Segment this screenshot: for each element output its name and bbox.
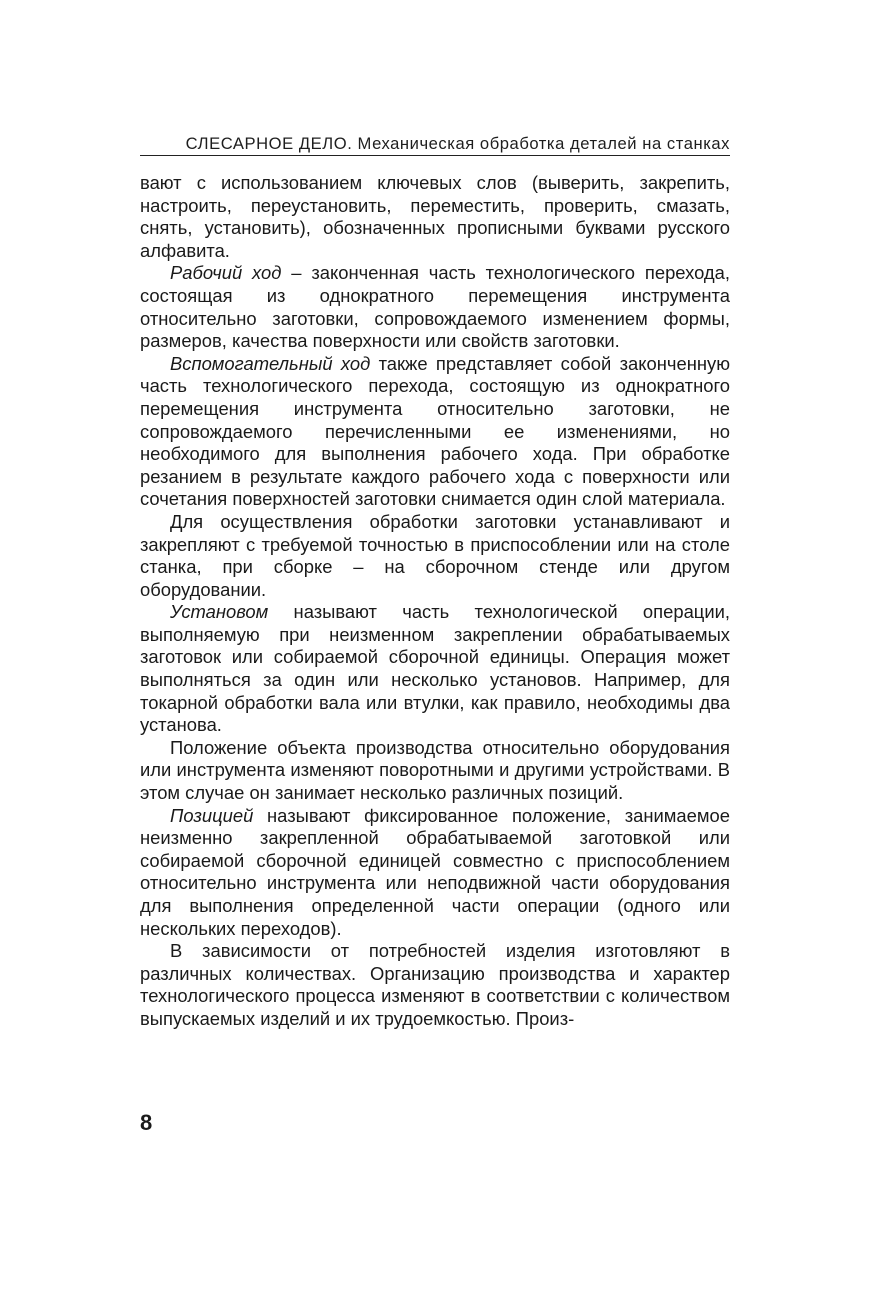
term-position: Позицией — [170, 804, 254, 826]
term-auxiliary-stroke: Вспомогательный ход — [170, 352, 371, 374]
page-number: 8 — [140, 1110, 153, 1135]
paragraph-auxiliary-stroke — [140, 353, 730, 511]
paragraph-continuation — [140, 172, 730, 262]
running-header: СЛЕСАРНОЕ ДЕЛО. Механическая обработка деталей на станках — [185, 134, 730, 153]
header-rule — [140, 155, 730, 156]
paragraph-text: вают с использованием ключевых слов (выверить, закрепить, настроить, переустановить, переместить, проверить, смазать, снять, установить), обозначенных прописными буквами русского алфавита. — [140, 172, 730, 261]
paragraph-text: также представляет собой законченную часть технологического перехода, состоящую из однократного перемещения инструмента относительно заготовки, не сопровождаемого перечисленными ее изменениями, но необходимого для выполнения рабочего хода. При обработке резанием в результате каждого рабочего хода с поверхности или сочетания поверхностей заготовки снимается один слой материала. — [140, 352, 730, 510]
paragraph-text: Для осуществления обработки заготовки устанавливают и закрепляют с требуемой точностью в приспособлении или на столе станка, при сборке – на сборочном стенде или другом оборудовании. — [140, 510, 730, 600]
paragraph-setup — [140, 601, 730, 737]
body-text — [140, 172, 730, 1031]
term-working-stroke: Рабочий ход — [170, 262, 282, 284]
term-setup: Установом — [170, 601, 269, 623]
paragraph-production-volume — [140, 940, 730, 1030]
paragraph-text: называют часть технологической операции, выполняемую при неизменном закреплении обрабатываемых заготовок или собираемой сборочной единицы. Операция может выполняться за один или несколько установов. Например, для токарной обработки вала или втулки, как правило, необходимы два установа. — [140, 601, 730, 736]
paragraph-position — [140, 805, 730, 941]
paragraph-working-stroke — [140, 262, 730, 352]
paragraph-text: В зависимости от потребностей изделия изготовляют в различных количествах. Организацию производства и характер технологического процесса изменяют в соответствии с количеством выпускаемых изделий и их трудоемкостью. Произ- — [140, 940, 730, 1029]
paragraph-workholding — [140, 511, 730, 601]
paragraph-text: называют фиксированное положение, занимаемое неизменно закрепленной обрабатываемой заготовкой или собираемой сборочной единицей совместно с приспособлением относительно инструмента или неподвижной части оборудования для выполнения определенной части операции (одного или нескольких переходов). — [140, 804, 730, 939]
paragraph-text: Положение объекта производства относительно оборудования или инструмента изменяют поворотными и другими устройствами. В этом случае он занимает несколько различных позиций. — [140, 736, 730, 804]
paragraph-object-position — [140, 737, 730, 805]
paragraph-text: – законченная часть технологического перехода, состоящая из однократного перемещения инструмента относительно заготовки, сопровождаемого изменением формы, размеров, качества поверхности или свойств заготовки. — [140, 262, 730, 352]
